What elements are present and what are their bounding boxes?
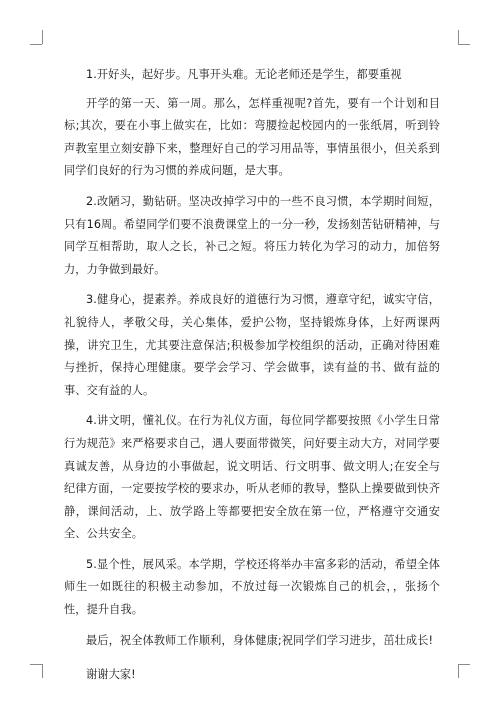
closing-wishes: 最后，祝全体教师工作顺利，身体健康;祝同学们学习进步，茁壮成长! xyxy=(86,633,434,647)
paragraph-1-body: 开学的第一天、第一周。那么，怎样重视呢?首先，要有一个计划和目标;其次，要在小事上做实在，比如：弯腰捡起校园内的一张纸屑，听到铃声教室里立刻安静下来，整理好自己的学习用品等，事情虽很小，但关系到同学们良好的行为习惯的养成问题，是大事。 xyxy=(64,96,440,178)
thanks-line: 谢谢大家! xyxy=(86,668,136,682)
crop-mark-top-right-h xyxy=(458,44,470,45)
document-body xyxy=(64,64,440,699)
crop-mark-bottom-left-v xyxy=(42,664,43,678)
paragraph-3: 3.健身心，提素养。养成良好的道德行为习惯，遵章守纪，诚实守信，礼貌待人，孝敬父母，关心集体，爱护公物，坚持锻炼身体，上好两课两操，讲究卫生，尤其要注意保洁;积极参加学校组织的活动，正确对待困难与挫折，保持心理健康。要学会学习、学会做事，读有益的书、做有益的事、交有益的人。 xyxy=(64,293,440,397)
crop-mark-bottom-right-h xyxy=(458,664,470,665)
crop-mark-bottom-left-h xyxy=(30,664,42,665)
crop-mark-top-left-v xyxy=(42,30,43,44)
crop-mark-bottom-right-v xyxy=(458,664,459,678)
crop-mark-top-right-v xyxy=(458,30,459,44)
crop-mark-top-left-h xyxy=(30,44,42,45)
paragraph-5: 5.显个性，展风采。本学期，学校还将举办丰富多彩的活动，希望全体师生一如既往的积极主动参加，不放过每一次锻炼自己的机会，，张扬个性，提升自我。 xyxy=(64,557,440,617)
paragraph-2: 2.改陋习，勤钻研。坚决改掉学习中的一些不良习惯，本学期时间短，只有16周。希望同学们要不浪费课堂上的一分一秒，发扬刻苦钻研精神，与同学互相帮助，取人之长，补己之短。将压力转化为学习的动力，加倍努力，力争做到最好。 xyxy=(64,194,440,276)
paragraph-1-heading: 1.开好头，起好步。凡事开头难。无论老师还是学生，都要重视 xyxy=(86,68,402,81)
paragraph-4: 4.讲文明，懂礼仪。在行为礼仪方面，每位同学都要按照《小学生日常行为规范》来严格要求自己，遇人要面带微笑，问好要主动大方，对同学要真诚友善，从身边的小事做起，说文明话、行文明事、做文明人;在安全与纪律方面，一定要按学校的要求办，听从老师的教导，整队上操要做到快齐静，课间活动，上、放学路上等都要把安全放在第一位，严格遵守交通安全、公共安全。 xyxy=(64,414,440,541)
